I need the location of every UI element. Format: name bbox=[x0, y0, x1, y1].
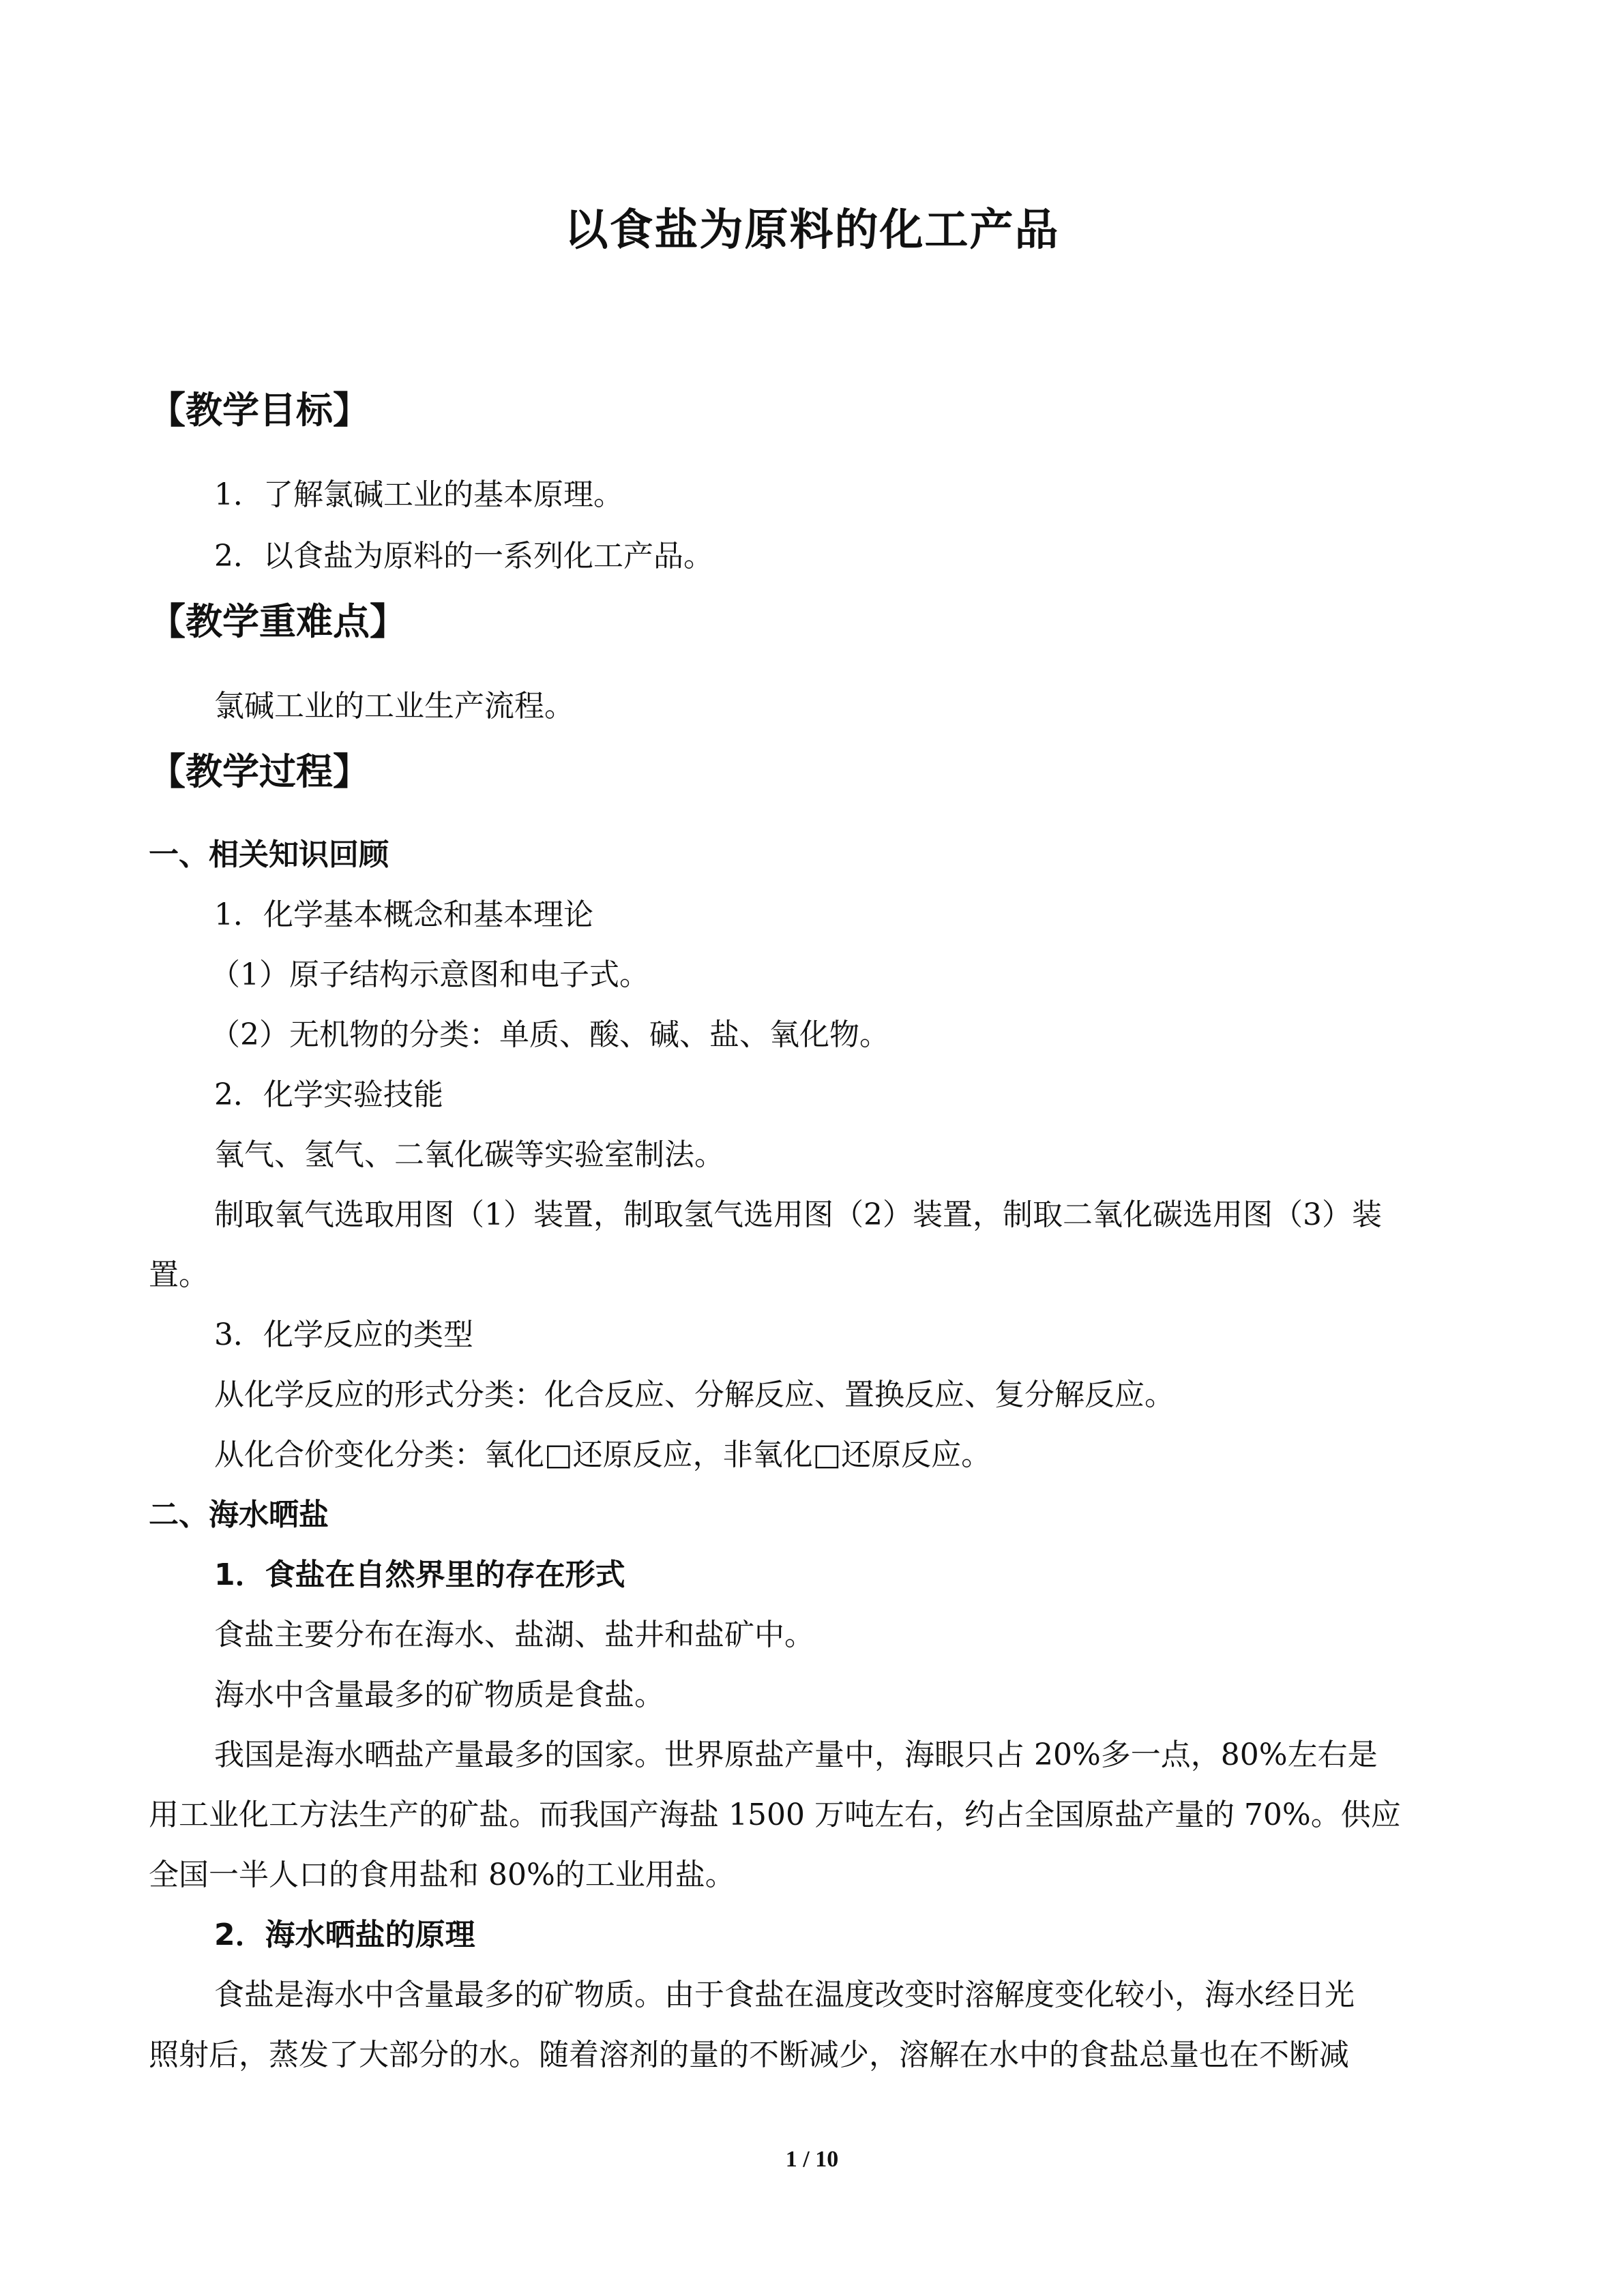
part2-sub1-p2: 海水中含量最多的矿物质是食盐。 bbox=[214, 1678, 664, 1712]
part1-item3-text1: 从化学反应的形式分类：化合反应、分解反应、置换反应、复分解反应。 bbox=[214, 1377, 1175, 1412]
part2-sub1-p3-line2: 用工业化工方法生产的矿盐。而我国产海盐 1500 万吨左右，约占全国原盐产量的 70%。供应 bbox=[149, 1798, 1401, 1832]
part1-heading: 一、相关知识回顾 bbox=[149, 837, 389, 872]
part1-item1-a: （1）原子结构示意图和电子式。 bbox=[210, 957, 649, 992]
part1-item1-b: （2）无机物的分类：单质、酸、碱、盐、氧化物。 bbox=[210, 1017, 889, 1052]
part2-sub1-p3-line3: 全国一半人口的食用盐和 80%的工业用盐。 bbox=[149, 1858, 735, 1892]
part2-sub2-p1-line2: 照射后，蒸发了大部分的水。随着溶剂的量的不断减少，溶解在水中的食盐总量也在不断减 bbox=[149, 2038, 1349, 2072]
section-heading-goals: 【教学目标】 bbox=[149, 389, 370, 432]
part2-sub2-heading: 2．海水晒盐的原理 bbox=[214, 1918, 475, 1952]
part2-sub1-p1: 食盐主要分布在海水、盐湖、盐井和盐矿中。 bbox=[214, 1617, 814, 1652]
goal-item-1: 1．了解氯碱工业的基本原理。 bbox=[214, 477, 623, 512]
part1-item2-text2-line1: 制取氧气选取用图（1）装置，制取氢气选用图（2）装置，制取二氧化碳选用图（3）装 bbox=[214, 1197, 1382, 1232]
part1-item2: 2．化学实验技能 bbox=[214, 1077, 443, 1112]
part1-item2-text2-line2: 置。 bbox=[149, 1257, 209, 1292]
section-heading-key-points: 【教学重难点】 bbox=[149, 600, 407, 643]
part1-item3: 3．化学反应的类型 bbox=[214, 1317, 473, 1352]
part2-sub1-p3-line1: 我国是海水晒盐产量最多的国家。世界原盐产量中，海眼只占 20%多一点，80%左右是 bbox=[214, 1738, 1378, 1772]
goal-item-2: 2．以食盐为原料的一系列化工产品。 bbox=[214, 539, 713, 573]
part2-sub2-p1-line1: 食盐是海水中含量最多的矿物质。由于食盐在温度改变时溶解度变化较小，海水经日光 bbox=[214, 1978, 1355, 2012]
part1-item1: 1．化学基本概念和基本理论 bbox=[214, 897, 593, 932]
part2-sub1-heading: 1．食盐在自然界里的存在形式 bbox=[214, 1557, 625, 1592]
part1-item3-text2: 从化合价变化分类：氧化□还原反应，非氧化□还原反应。 bbox=[214, 1437, 992, 1472]
document-title: 以食盐为原料的化工产品 bbox=[564, 205, 1060, 256]
part2-heading: 二、海水晒盐 bbox=[149, 1497, 329, 1532]
page-number: 1 / 10 bbox=[785, 2147, 839, 2172]
key-point-text: 氯碱工业的工业生产流程。 bbox=[214, 689, 574, 724]
part1-item2-text: 氧气、氢气、二氧化碳等实验室制法。 bbox=[214, 1137, 724, 1172]
section-heading-process: 【教学过程】 bbox=[149, 750, 370, 793]
